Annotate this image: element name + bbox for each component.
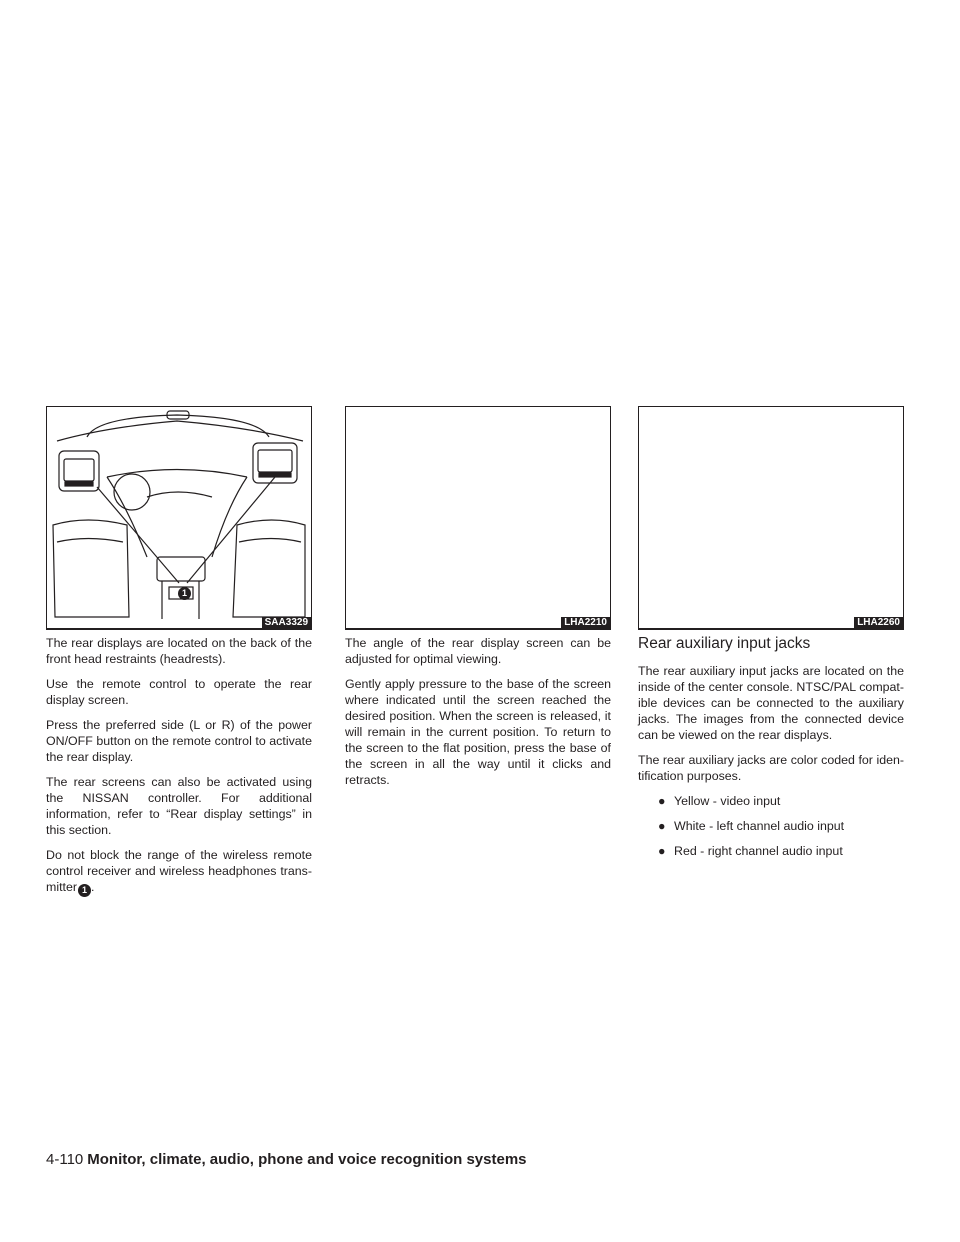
list-item xyxy=(658,793,904,809)
paragraph: The rear displays are located on the back of the front head restraints (headrests). xyxy=(46,636,312,666)
figure-screen-angle xyxy=(345,406,611,630)
figure-code: LHA2260 xyxy=(854,617,903,629)
list-item-text: White - left channel audio input xyxy=(674,819,845,833)
figure-rear-displays xyxy=(46,406,312,630)
list-item xyxy=(658,818,904,834)
paragraph: The angle of the rear display screen can be adjusted for optimal viewing. xyxy=(345,636,611,666)
list-item-text: Yellow - video input xyxy=(674,794,781,808)
figure-code: LHA2210 xyxy=(561,617,610,629)
callout-1-inline: 1 xyxy=(78,884,91,897)
paragraph-text: Do not block the range of the wireless remote control receiver and wireless headphones trans-mitter xyxy=(46,848,312,894)
column-1 xyxy=(46,406,312,906)
paragraph: The rear auxiliary jacks are color coded for iden-tification purposes. xyxy=(638,753,904,783)
bullet-icon: ● xyxy=(658,794,666,808)
figure-code: SAA3329 xyxy=(262,617,311,629)
paragraph xyxy=(46,847,312,897)
column-3-text xyxy=(638,635,904,859)
callout-1: 1 xyxy=(178,587,191,600)
paragraph: The rear auxiliary input jacks are located on the inside of the center console. NTSC/PAL compat-ible devices can be connected to the auxiliary jacks. The images from the connected device can be viewed on the rear displays. xyxy=(638,664,904,742)
column-1-text xyxy=(46,635,312,897)
section-heading: Rear auxiliary input jacks xyxy=(638,635,811,652)
section-title: Monitor, climate, audio, phone and voice recognition systems xyxy=(87,1151,527,1168)
bullet-icon: ● xyxy=(658,844,666,858)
page-footer xyxy=(46,1151,527,1168)
column-3 xyxy=(638,406,904,868)
paragraph: Use the remote control to operate the rear display screen. xyxy=(46,677,312,707)
list-item xyxy=(658,843,904,859)
paragraph: Press the preferred side (L or R) of the power ON/OFF button on the remote control to activate the rear display. xyxy=(46,718,312,764)
list-item-text: Red - right channel audio input xyxy=(674,844,843,858)
page-number: 4-110 xyxy=(46,1151,84,1168)
column-2 xyxy=(345,406,611,797)
column-2-text xyxy=(345,635,611,788)
paragraph-end: . xyxy=(90,880,95,894)
paragraph: Gently apply pressure to the base of the screen where indicated until the screen reached the desired position. When the screen is released, it will remain in the current position. To return to the screen to the flat position, press the base of the screen in all the way until it clicks and retracts. xyxy=(345,677,611,787)
figure-aux-jacks xyxy=(638,406,904,630)
jack-color-list xyxy=(638,793,904,859)
bullet-icon: ● xyxy=(658,819,666,833)
paragraph: The rear screens can also be activated using the NISSAN controller. For additional information, refer to “Rear display settings” in this section. xyxy=(46,775,312,837)
